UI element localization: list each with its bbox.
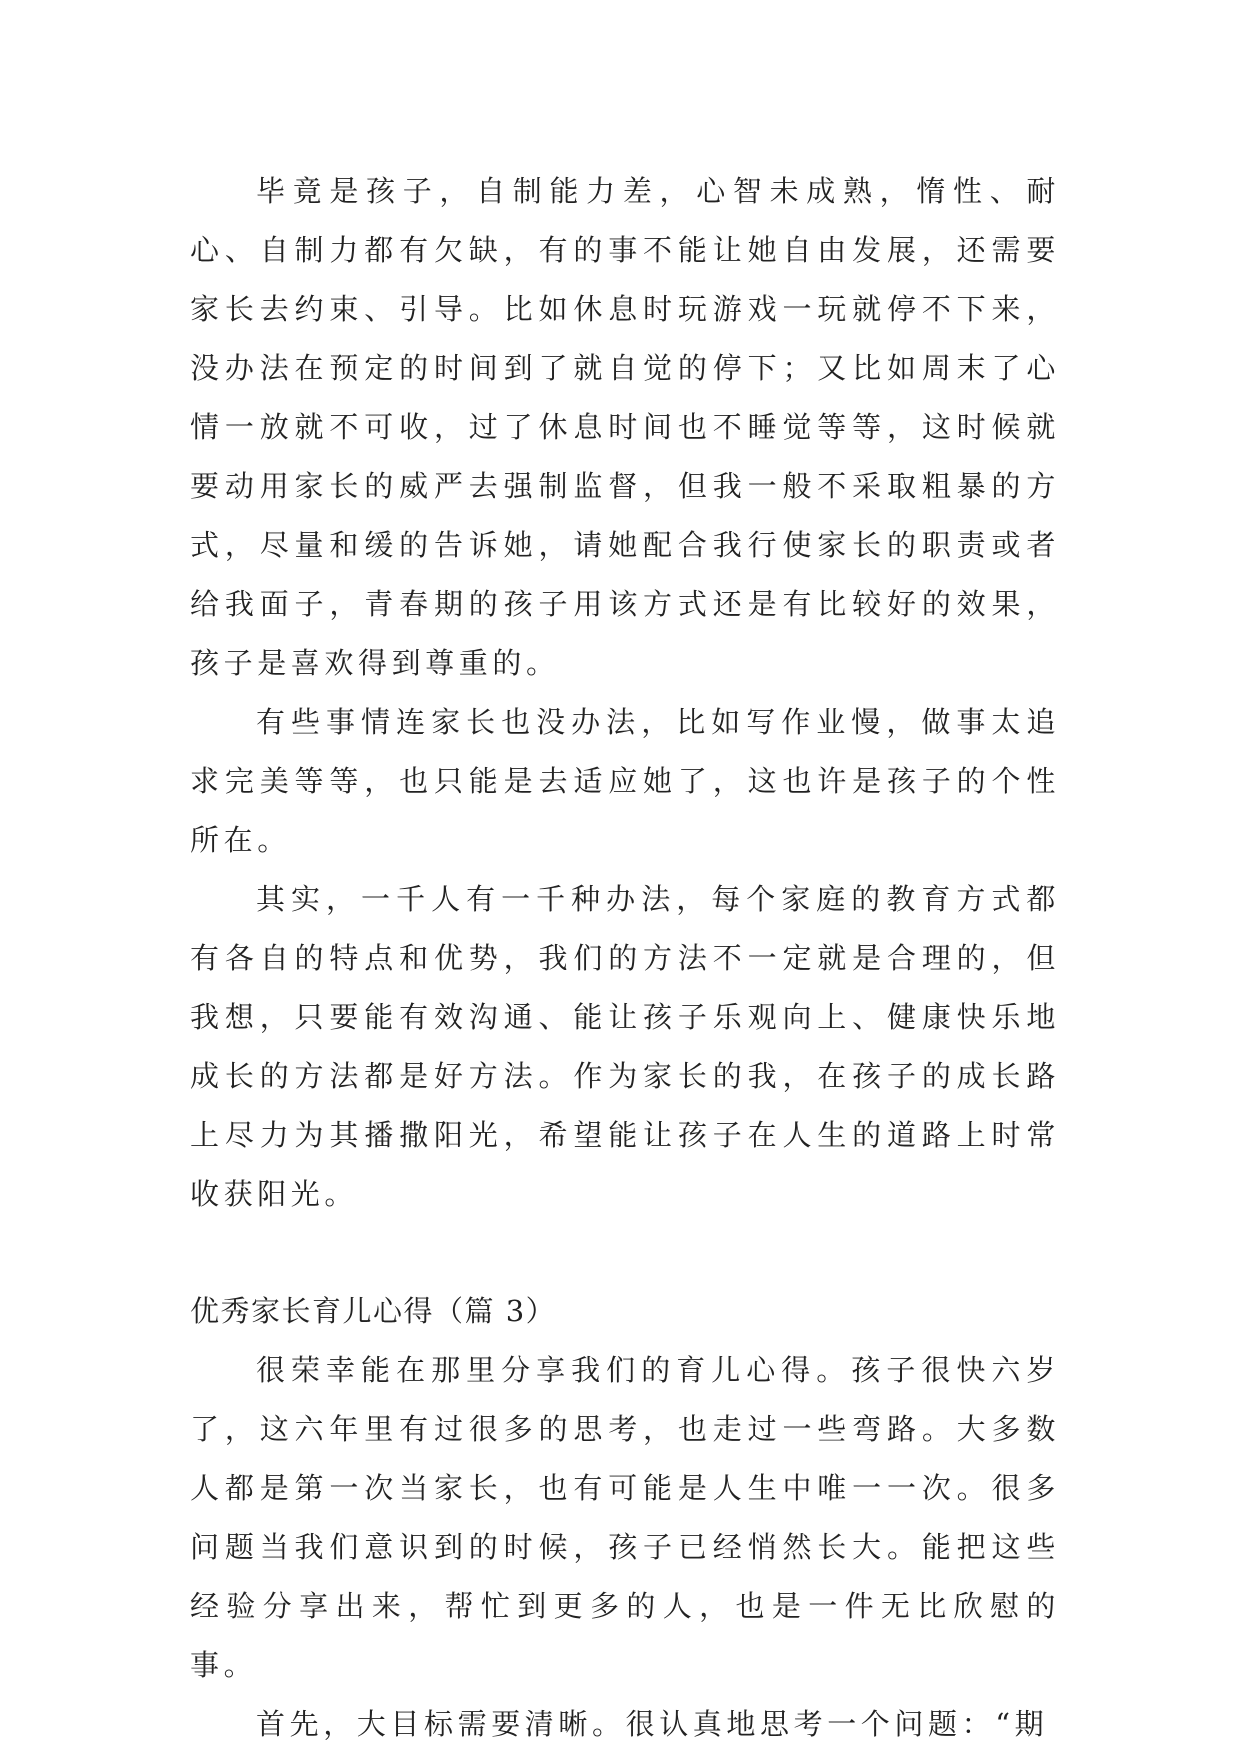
paragraph: 其实，一千人有一千种办法，每个家庭的教育方式都有各自的特点和优势，我们的方法不一定就是合理的，但我想，只要能有效沟通、能让孩子乐观向上、健康快乐地成长的方法都是好方法。作为家长的我，在孩子的成长路上尽力为其播撒阳光，希望能让孩子在人生的道路上时常收获阳光。 (190, 882, 1060, 1211)
paragraph: 毕竟是孩子，自制能力差，心智未成熟，惰性、耐心、自制力都有欠缺，有的事不能让她自由发展，还需要家长去约束、引导。比如休息时玩游戏一玩就停不下来，没办法在预定的时间到了就自觉的停下；又比如周末了心情一放就不可收，过了休息时间也不睡觉等等，这时候就要动用家长的威严去强制监督，但我一般不采取粗暴的方式，尽量和缓的告诉她，请她配合我行使家长的职责或者给我面子，青春期的孩子用该方式还是有比较好的效果，孩子是喜欢得到尊重的。 (190, 174, 1060, 680)
paragraph: 很荣幸能在那里分享我们的育儿心得。孩子很快六岁了，这六年里有过很多的思考，也走过一些弯路。大多数人都是第一次当家长，也有可能是人生中唯一一次。很多问题当我们意识到的时候，孩子已经悄然长大。能把这些经验分享出来，帮忙到更多的人，也是一件无比欣慰的事。 (190, 1353, 1060, 1682)
paragraph: 有些事情连家长也没办法，比如写作业慢，做事太追求完美等等，也只能是去适应她了，这也许是孩子的个性所在。 (190, 705, 1060, 857)
document-body (190, 162, 1060, 1754)
section-heading: 优秀家长育儿心得（篇 3） (190, 1294, 557, 1328)
paragraph: 首先，大目标需要清晰。很认真地思考一个问题：“期 (256, 1707, 1049, 1741)
